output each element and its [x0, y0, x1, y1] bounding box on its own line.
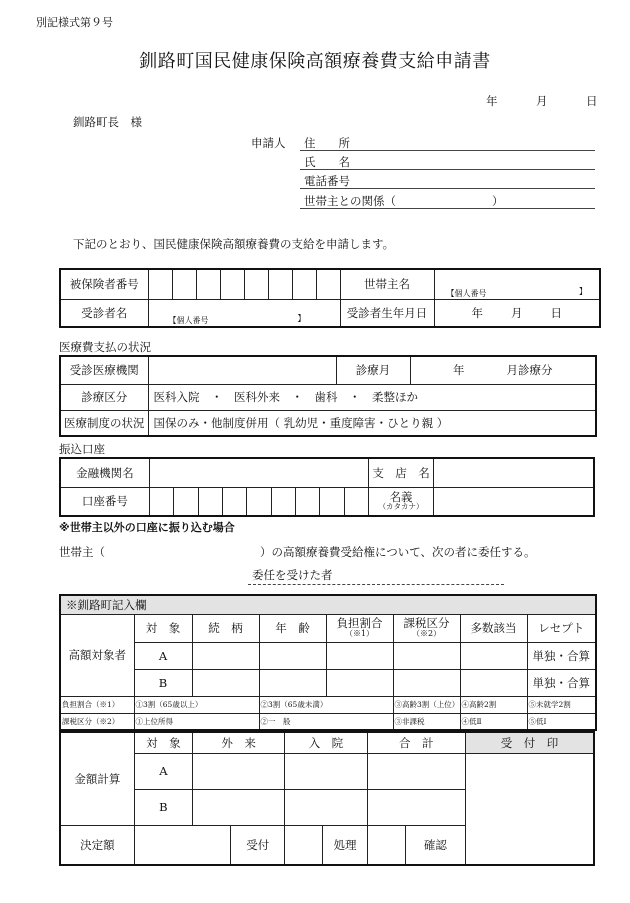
- col-burden-note: （※1）: [344, 628, 375, 638]
- birth-year: 年: [471, 305, 483, 320]
- phone-field[interactable]: [300, 170, 595, 189]
- delegate-field[interactable]: [248, 566, 504, 585]
- birth-day: 日: [550, 305, 562, 320]
- patient-name-field[interactable]: [148, 299, 340, 327]
- insured-number-cell[interactable]: [172, 269, 196, 299]
- holder-kana: （カタカナ）: [378, 502, 424, 512]
- row-b-age[interactable]: [259, 669, 326, 696]
- bank-name-label: 金融機関名: [60, 458, 149, 487]
- col-burden: [326, 614, 393, 642]
- calc-row-a-label: A: [134, 753, 192, 789]
- stamp-area[interactable]: [465, 753, 594, 865]
- receipt-label: 受付: [231, 825, 285, 865]
- process-label: 処理: [323, 825, 367, 865]
- statement: 下記のとおり、国民健康保険高額療養費の支給を申請します。: [73, 237, 395, 251]
- branch-label: 支 店 名: [369, 458, 434, 487]
- institution-field[interactable]: [148, 356, 336, 384]
- insured-number-cell[interactable]: [220, 269, 244, 299]
- delegate-label: 委任を受けた者: [252, 568, 333, 582]
- tax-legend-label: 課税区分（※2）: [60, 713, 134, 730]
- delegation-head-open: 世帯主（: [59, 545, 105, 559]
- calc-b-inpatient[interactable]: [285, 789, 367, 825]
- tax-option-1: ①上位所得: [134, 713, 259, 730]
- decision-field[interactable]: [134, 825, 230, 865]
- month-label: 診療月: [336, 356, 410, 384]
- category-label: 診療区分: [60, 384, 148, 410]
- address-field[interactable]: [300, 132, 595, 151]
- account-digit[interactable]: [247, 487, 271, 516]
- row-b-tax[interactable]: [393, 669, 460, 696]
- month-year: 年: [453, 363, 465, 378]
- account-digit[interactable]: [149, 487, 173, 516]
- address-label: 住 所: [304, 136, 350, 150]
- holder-label-text: 名義: [389, 490, 413, 505]
- birth-month: 月: [511, 305, 523, 320]
- account-digit[interactable]: [295, 487, 319, 516]
- date-year: 年: [486, 94, 498, 108]
- month-suffix: 月診療分: [506, 363, 553, 378]
- date-day: 日: [586, 94, 598, 108]
- patient-mynumber-close: 】: [297, 314, 306, 323]
- row-a-receipt[interactable]: 単独・合算: [527, 642, 596, 669]
- calc-col-target: 対 象: [134, 732, 192, 753]
- form-number: 別記様式第９号: [36, 16, 113, 29]
- process-field[interactable]: [367, 825, 405, 865]
- col-tax: [393, 614, 460, 642]
- row-a-age[interactable]: [259, 642, 326, 669]
- col-many: 多数該当: [460, 614, 527, 642]
- high-label: 高額対象者: [60, 614, 134, 696]
- office-table: [59, 594, 597, 731]
- col-receipt: レセプト: [527, 614, 596, 642]
- relation-field[interactable]: [300, 190, 595, 209]
- calc-b-total[interactable]: [367, 789, 465, 825]
- category-options[interactable]: 医科入院 ・ 医科外来 ・ 歯科 ・ 柔整ほか: [148, 384, 596, 410]
- date-month: 月: [536, 94, 548, 108]
- account-digit[interactable]: [222, 487, 246, 516]
- row-b-many[interactable]: [460, 669, 527, 696]
- bank-name-field[interactable]: [149, 458, 368, 487]
- bank-heading: 振込口座: [59, 442, 105, 456]
- patient-birth-field[interactable]: [434, 299, 600, 327]
- delegation-head-close: ）の高額療養費受給権について、次の者に委任する。: [260, 545, 536, 559]
- tax-option-5: ⑤低Ⅰ: [527, 713, 596, 730]
- row-a-burden[interactable]: [326, 642, 393, 669]
- calc-a-outpatient[interactable]: [192, 753, 284, 789]
- col-burden-text: 負担割合: [336, 616, 383, 631]
- col-age: 年 齢: [259, 614, 326, 642]
- confirm-label: 確認: [423, 837, 447, 852]
- insured-table: [59, 268, 601, 328]
- tax-option-4: ④低Ⅱ: [460, 713, 527, 730]
- row-a-tax[interactable]: [393, 642, 460, 669]
- col-relation: 続 柄: [192, 614, 259, 642]
- head-mynumber-label: 【個人番号: [446, 288, 487, 298]
- holder-field[interactable]: [434, 487, 594, 516]
- row-b-label: B: [134, 669, 192, 696]
- account-digit[interactable]: [271, 487, 295, 516]
- patient-name-label: 受診者名: [60, 299, 148, 327]
- calc-row-b-label: B: [134, 789, 192, 825]
- burden-legend-label: 負担割合（※1）: [60, 696, 134, 713]
- insured-number-cell[interactable]: [148, 269, 172, 299]
- calc-table: [59, 731, 595, 866]
- insured-number-cell[interactable]: [268, 269, 292, 299]
- confirm-cell[interactable]: [405, 825, 465, 865]
- system-options[interactable]: 国保のみ・他制度併用（ 乳幼児・重度障害・ひとり親 ）: [148, 410, 596, 436]
- row-b-receipt[interactable]: 単独・合算: [527, 669, 596, 696]
- system-label: 医療制度の状況: [60, 410, 148, 436]
- burden-option-5: ⑤未就学2割: [527, 696, 596, 713]
- calc-label: 金額計算: [60, 732, 134, 825]
- insured-number-label: 被保険者番号: [60, 269, 148, 299]
- calc-a-inpatient[interactable]: [285, 753, 367, 789]
- name-field[interactable]: [300, 151, 595, 170]
- calc-col-outpatient: 外 来: [192, 732, 284, 753]
- tax-option-2: ②一 般: [259, 713, 393, 730]
- col-tax-text: 課税区分: [403, 616, 450, 631]
- account-digit[interactable]: [198, 487, 222, 516]
- account-label: 口座番号: [60, 487, 149, 516]
- burden-option-4: ④高齢2割: [460, 696, 527, 713]
- row-a-many[interactable]: [460, 642, 527, 669]
- month-field[interactable]: [410, 356, 596, 384]
- name-label: 氏 名: [304, 155, 350, 169]
- tax-option-3: ③非課税: [393, 713, 460, 730]
- holder-label: [369, 487, 434, 516]
- calc-b-outpatient[interactable]: [192, 789, 284, 825]
- branch-field[interactable]: [434, 458, 594, 487]
- calc-col-inpatient: 入 院: [285, 732, 367, 753]
- receipt-field[interactable]: [285, 825, 323, 865]
- patient-birth-label: 受診者生年月日: [340, 299, 434, 327]
- calc-a-total[interactable]: [367, 753, 465, 789]
- account-digit[interactable]: [344, 487, 368, 516]
- payment-table: [59, 355, 597, 437]
- row-a-relation[interactable]: [192, 642, 259, 669]
- calc-col-total: 合 計: [367, 732, 465, 753]
- row-b-relation[interactable]: [192, 669, 259, 696]
- insured-number-cell[interactable]: [196, 269, 220, 299]
- burden-option-1: ①3割（65歳以上）: [134, 696, 259, 713]
- payment-heading: 医療費支払の状況: [59, 340, 151, 354]
- insured-number-cell[interactable]: [316, 269, 340, 299]
- burden-option-3: ③高齢3割（上位）: [393, 696, 460, 713]
- institution-label: 受診医療機関: [60, 356, 148, 384]
- head-mynumber-close: 】: [579, 286, 587, 296]
- delegation-notice: ※世帯主以外の口座に振り込む場合: [59, 521, 235, 534]
- stamp-label: 受 付 印: [465, 732, 594, 753]
- account-digit[interactable]: [174, 487, 198, 516]
- patient-mynumber-label: 【個人番号: [168, 316, 209, 325]
- relation-close: ）: [492, 194, 504, 208]
- row-b-burden[interactable]: [326, 669, 393, 696]
- row-a-label: A: [134, 642, 192, 669]
- col-target: 対 象: [134, 614, 192, 642]
- bank-table: [59, 457, 595, 517]
- decision-label: 決定額: [60, 825, 134, 865]
- burden-option-2: ②3割（65歳未満）: [259, 696, 393, 713]
- col-tax-note: （※2）: [411, 628, 442, 638]
- addressee: 釧路町長 様: [73, 115, 142, 129]
- office-heading: ※釧路町記入欄: [60, 595, 596, 614]
- insured-number-cell[interactable]: [292, 269, 316, 299]
- applicant-label: 申請人: [251, 136, 286, 150]
- page-title: 釧路町国民健康保険高額療養費支給申請書: [139, 51, 491, 72]
- insured-number-cell[interactable]: [244, 269, 268, 299]
- head-name-field[interactable]: [434, 269, 600, 299]
- relation-label: 世帯主との関係（: [304, 194, 396, 208]
- account-digit[interactable]: [320, 487, 344, 516]
- phone-label: 電話番号: [304, 174, 350, 188]
- head-name-label: 世帯主名: [340, 269, 434, 299]
